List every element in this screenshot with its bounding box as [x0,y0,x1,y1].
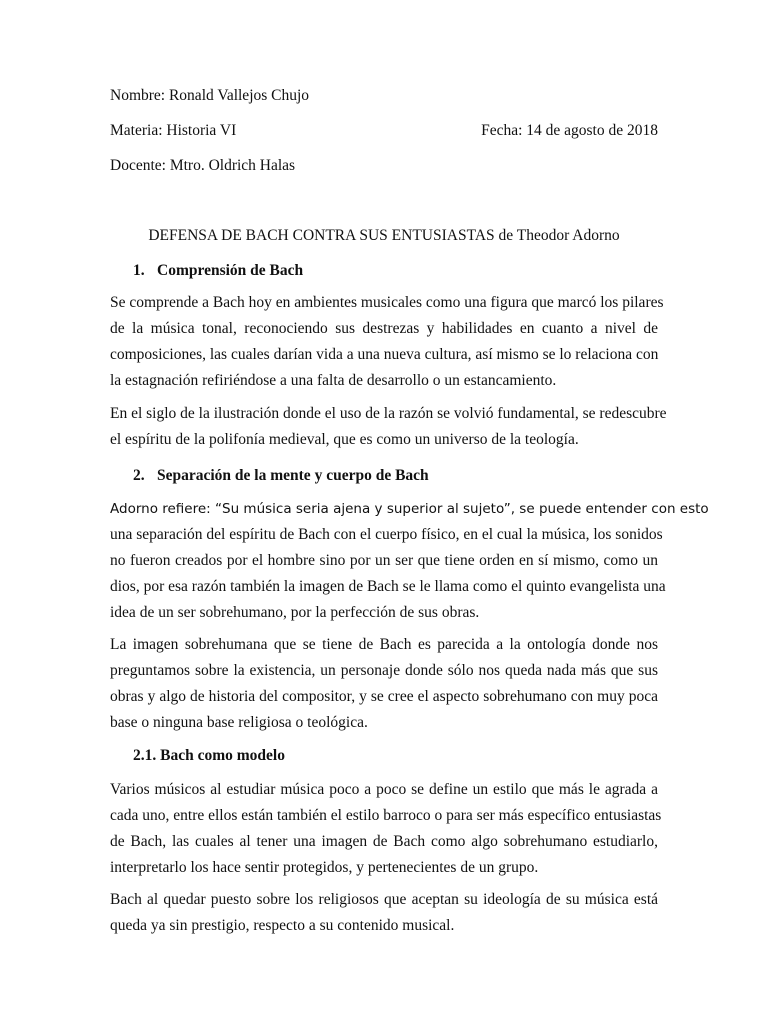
text-line: Bach al quedar puesto sobre los religiosos que aceptan su ideología de su música está [110,891,658,908]
text-line: queda ya sin prestigio, respecto a su contenido musical. [110,917,455,934]
text-line: de la música tonal, reconociendo sus destrezas y habilidades en cuanto a nivel de [110,320,658,337]
text-line: idea de un ser sobrehumano, por la perfección de sus obras. [110,604,480,621]
section-heading [133,746,285,766]
paragraph [110,632,658,736]
text-line: Adorno refiere: “Su música seria ajena y superior al sujeto”, se puede entender con esto [110,501,709,517]
section-heading [133,261,303,281]
date: Fecha: 14 de agosto de 2018 [481,122,658,139]
paragraph [110,401,667,453]
subject: Materia: Historia VI [110,122,237,139]
text-line: la estagnación refiriéndose a una falta de desarrollo o un estancamiento. [110,372,557,389]
text-line: una separación del espíritu de Bach con el cuerpo físico, en el cual la música, los sonidos [110,526,663,543]
section-title: Bach como modelo [160,747,285,764]
document-title: DEFENSA DE BACH CONTRA SUS ENTUSIASTAS de Theodor Adorno [148,227,620,244]
text-line: interpretarlo los hace sentir protegidos, y pertenecientes de un grupo. [110,859,539,876]
text-line: cada uno, entre ellos están también el estilo barroco o para ser más específico entusiastas [110,807,662,824]
section-heading [133,466,429,486]
text-line: el espíritu de la polifonía medieval, que es como un universo de la teología. [110,431,579,448]
section-title: Comprensión de Bach [157,262,304,279]
text-line: preguntamos sobre la existencia, un personaje donde sólo nos queda nada más que sus [110,662,658,679]
text-line: composiciones, las cuales darían vida a una nueva cultura, así mismo se lo relaciona con [110,346,659,363]
text-line: Varios músicos al estudiar música poco a poco se define un estilo que más le agrada a [110,781,658,798]
paragraph [110,777,662,881]
text-line: En el siglo de la ilustración donde el uso de la razón se volvió fundamental, se redescubre [110,405,667,422]
text-line: dios, por esa razón también la imagen de Bach se le llama como el quinto evangelista una [110,578,666,595]
text-line: base o ninguna base religiosa o teológica. [110,714,368,731]
section-number: 2. [133,467,145,484]
paragraph [110,887,658,939]
text-line: no fueron creados por el hombre sino por un ser que tiene orden en sí mismo, como un [110,552,658,569]
student-name: Nombre: Ronald Vallejos Chujo [110,87,310,104]
section-number: 2.1. [133,747,157,764]
text-line: La imagen sobrehumana que se tiene de Bach es parecida a la ontología donde nos [110,636,658,653]
paragraph [110,290,664,394]
section-title: Separación de la mente y cuerpo de Bach [157,467,429,484]
paragraph [110,496,709,626]
text-line: obras y algo de historia del compositor, y se cree el aspecto sobrehumano con muy poca [110,688,658,705]
teacher: Docente: Mtro. Oldrich Halas [110,157,296,174]
text-line: de Bach, las cuales al tener una imagen de Bach como algo sobrehumano estudiarlo, [110,833,658,850]
text-line: Se comprende a Bach hoy en ambientes musicales como una figura que marcó los pilares [110,294,664,311]
section-number: 1. [133,262,145,279]
